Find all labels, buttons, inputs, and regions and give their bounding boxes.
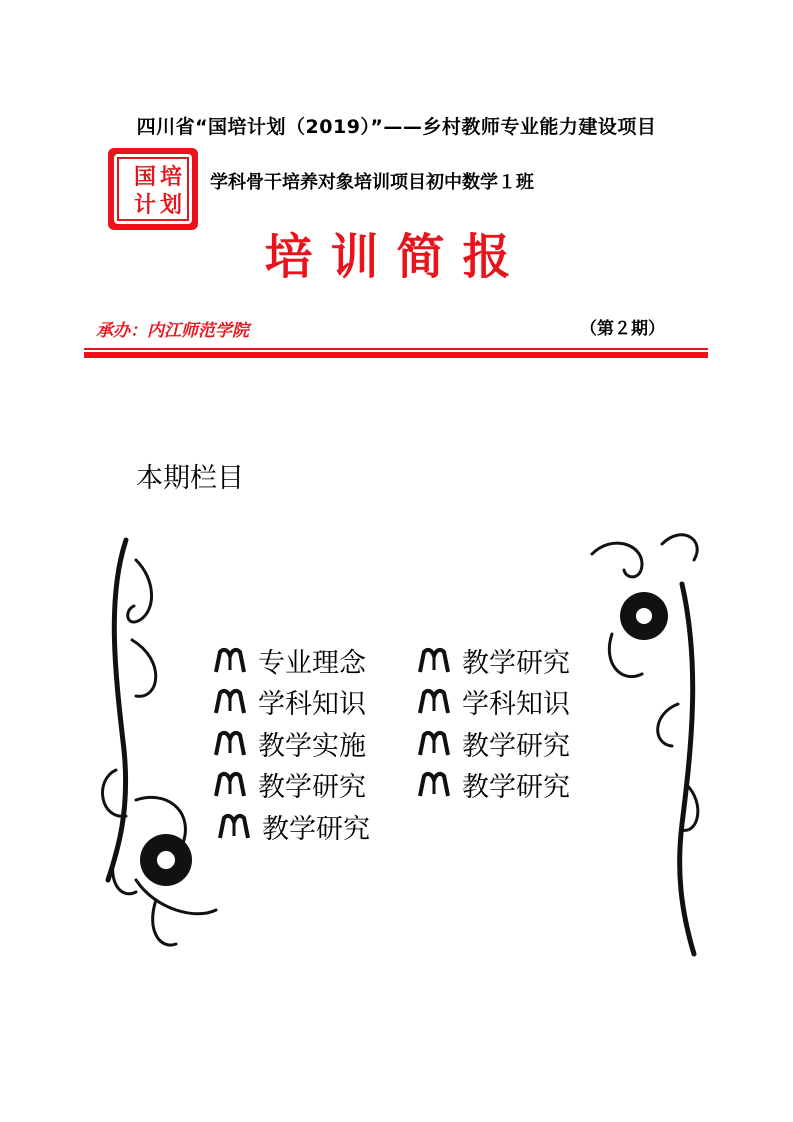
book-bullet-icon — [214, 646, 246, 674]
svg-text:培: 培 — [160, 164, 183, 190]
toc-label: 教学研究 — [462, 647, 570, 679]
toc-label: 教学实施 — [258, 730, 366, 762]
toc-item[interactable] — [418, 644, 570, 679]
book-bullet-icon — [218, 812, 250, 840]
book-bullet-icon — [214, 729, 246, 757]
toc-label: 专业理念 — [258, 647, 366, 679]
svg-text:计: 计 — [134, 192, 157, 218]
toc-item[interactable] — [214, 727, 366, 762]
toc-item[interactable] — [418, 727, 570, 762]
toc-item[interactable] — [214, 768, 366, 803]
book-bullet-icon — [418, 770, 450, 798]
book-bullet-icon — [418, 729, 450, 757]
class-subtitle: 学科骨干培养对象培训项目初中数学１班 — [210, 172, 534, 193]
issue-number: （第２期） — [580, 319, 665, 339]
section-title: 本期栏目 — [136, 463, 244, 494]
toc-label: 教学研究 — [262, 813, 370, 845]
toc-label: 教学研究 — [258, 771, 366, 803]
book-bullet-icon — [418, 646, 450, 674]
header-divider-thick — [84, 352, 708, 358]
bulletin-title: 培训简报 — [264, 229, 529, 285]
toc-item[interactable] — [418, 768, 570, 803]
toc-item[interactable] — [218, 810, 370, 845]
book-bullet-icon — [418, 687, 450, 715]
toc-label: 学科知识 — [258, 688, 366, 720]
toc-label: 教学研究 — [462, 730, 570, 762]
svg-text:国: 国 — [134, 164, 157, 190]
toc-label: 教学研究 — [462, 771, 570, 803]
toc-item[interactable] — [214, 685, 366, 720]
svg-text:划: 划 — [160, 192, 183, 218]
book-bullet-icon — [214, 770, 246, 798]
floral-swirl-ornament-right — [582, 524, 712, 964]
book-bullet-icon — [214, 687, 246, 715]
toc-item[interactable] — [418, 685, 570, 720]
header-divider-thin — [84, 348, 708, 350]
project-title-line: 四川省“国培计划（2019）”——乡村教师专业能力建设项目 — [136, 116, 657, 138]
toc-item[interactable] — [214, 644, 366, 679]
toc-label: 学科知识 — [462, 688, 570, 720]
host-institution: 承办：内江师范学院 — [96, 321, 249, 341]
